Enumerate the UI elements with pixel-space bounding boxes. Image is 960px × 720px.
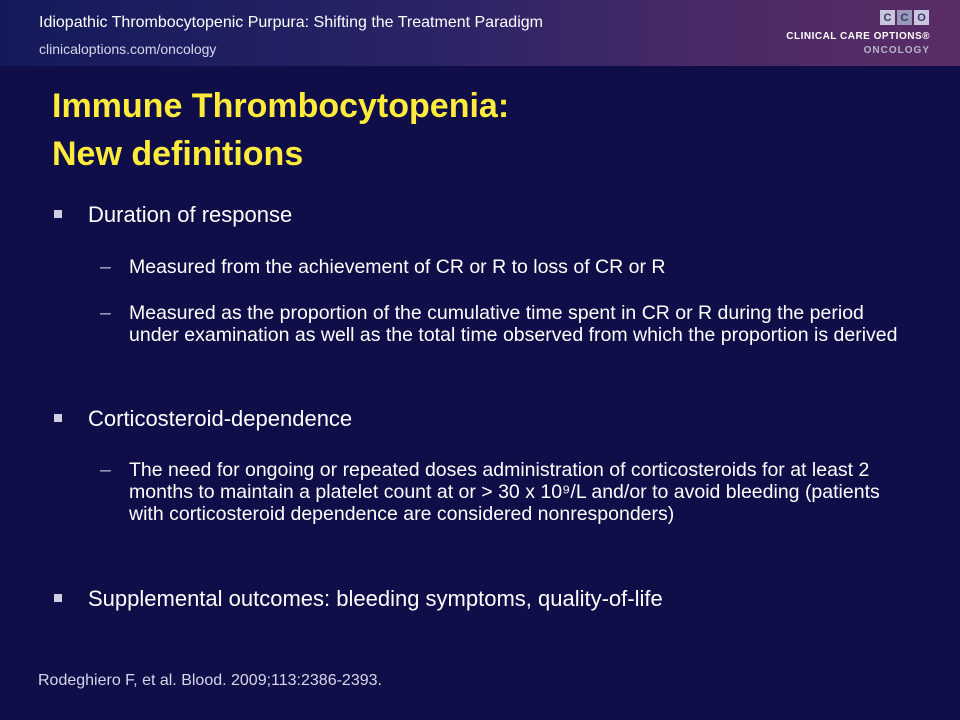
slide-title-line-1: Immune Thrombocytopenia: — [52, 87, 510, 125]
square-bullet-icon — [54, 594, 62, 602]
sub-bullet — [100, 256, 919, 278]
bullet-text: Corticosteroid-dependence — [88, 406, 353, 431]
slide-header — [0, 0, 960, 66]
sub-bullet-text: Measured from the achievement of CR or R to loss of CR or R — [129, 256, 666, 278]
dash-bullet: – — [100, 256, 111, 278]
sub-bullet-text: The need for ongoing or repeated doses administration of corticosteroids for at least 2 months to maintain a platelet count at or > 30 x 10⁹/L and/or to avoid bleeding (patients with corticosteroid dependence are considered nonresponders) — [129, 459, 880, 525]
bullet-supplemental-outcomes — [88, 586, 663, 612]
slide-title-line-2: New definitions — [52, 135, 304, 173]
bullet-text: Supplemental outcomes: bleeding symptoms, quality-of-life — [88, 586, 663, 611]
header-url: clinicaloptions.com/oncology — [39, 41, 217, 57]
reference-citation: Rodeghiero F, et al. Blood. 2009;113:2386-2393. — [38, 672, 382, 689]
sub-bullet-text: Measured as the proportion of the cumulative time spent in CR or R during the period under examination as well as the total time observed from which the proportion is derived — [129, 302, 898, 346]
logo-subtitle: ONCOLOGY — [863, 45, 930, 56]
bullet-corticosteroid-dependence — [88, 406, 352, 432]
header-title: Idiopathic Thrombocytopenic Purpura: Shifting the Treatment Paradigm — [39, 14, 543, 31]
square-bullet-icon — [54, 414, 62, 422]
slide-title — [52, 82, 932, 178]
dash-bullet: – — [100, 459, 111, 481]
sub-bullet — [100, 459, 919, 525]
logo-box-2: C — [897, 10, 912, 25]
bullet-duration-of-response — [88, 202, 292, 228]
cco-logo-icon — [880, 10, 929, 25]
logo-box-3: O — [914, 10, 929, 25]
dash-bullet: – — [100, 302, 111, 324]
sub-bullet — [100, 302, 919, 346]
logo-name: CLINICAL CARE OPTIONS® — [786, 31, 930, 42]
square-bullet-icon — [54, 210, 62, 218]
logo-box-1: C — [880, 10, 895, 25]
bullet-text: Duration of response — [88, 202, 293, 227]
